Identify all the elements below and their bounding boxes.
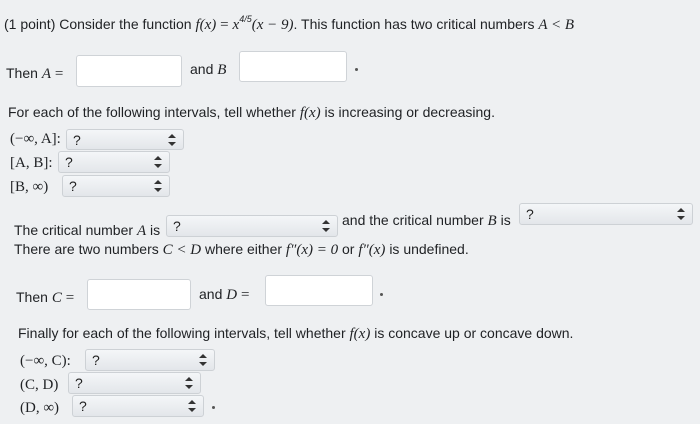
- critical-b-input[interactable]: [239, 51, 347, 82]
- points-label: (1 point): [4, 16, 56, 32]
- increasing-prompt: For each of the following intervals, tell whether f(x) is increasing or decreasing.: [8, 104, 495, 121]
- interval1-label: (−∞, A]:: [10, 131, 61, 147]
- chevron-updown-icon: [198, 353, 208, 367]
- inflection-description: There are two numbers C < D where either f″(x) = 0 or f″(x) is undefined.: [14, 241, 469, 258]
- chevron-updown-icon: [167, 133, 177, 147]
- concavity-interval3-select[interactable]: ?: [72, 395, 204, 417]
- problem-description: . This function has two critical numbers: [293, 16, 535, 32]
- critical-a-type-select[interactable]: ?: [166, 215, 338, 237]
- interval1-select[interactable]: ?: [66, 129, 184, 150]
- function-factor: (x − 9): [251, 17, 294, 33]
- interval3-select[interactable]: ?: [62, 175, 170, 197]
- chevron-updown-icon: [184, 376, 194, 390]
- problem-statement: [4, 14, 574, 34]
- then-c-label: Then C =: [16, 289, 75, 306]
- and-b-label: and B: [190, 61, 227, 78]
- function-exponent: 4/5: [239, 14, 252, 24]
- critical-a-classify-label: The critical number A is: [14, 222, 161, 239]
- period-dot: [212, 406, 215, 409]
- critical-b-type-select[interactable]: ?: [519, 203, 693, 225]
- then-a-label: Then A =: [6, 65, 64, 82]
- chevron-updown-icon: [676, 207, 686, 221]
- inflection-c-input[interactable]: [87, 279, 191, 310]
- concavity-interval2-select[interactable]: ?: [68, 372, 201, 394]
- chevron-updown-icon: [153, 179, 163, 193]
- critical-inequality: A < B: [538, 17, 575, 33]
- function-base: x: [232, 17, 240, 33]
- function-eq: =: [220, 17, 229, 33]
- period-dot: [380, 293, 383, 296]
- critical-a-input[interactable]: [76, 55, 182, 87]
- and-d-label: and D =: [199, 286, 250, 303]
- function-lhs: f(x): [195, 17, 217, 33]
- concavity-interval1-select[interactable]: ?: [85, 349, 215, 371]
- inflection-d-input[interactable]: [265, 275, 373, 306]
- concavity-interval1-label: (−∞, C):: [20, 353, 71, 369]
- concavity-interval3-label: (D, ∞): [20, 400, 60, 416]
- intro-text: Consider the function: [59, 16, 192, 32]
- chevron-updown-icon: [321, 219, 331, 233]
- interval3-label: [B, ∞): [10, 179, 49, 195]
- chevron-updown-icon: [153, 155, 163, 169]
- concavity-interval2-label: (C, D): [20, 377, 59, 393]
- period-dot: [355, 68, 358, 71]
- interval2-label: [A, B]:: [10, 155, 53, 171]
- chevron-updown-icon: [187, 399, 197, 413]
- interval2-select[interactable]: ?: [58, 151, 170, 173]
- critical-b-classify-label: and the critical number B is: [342, 212, 511, 229]
- concavity-prompt: Finally for each of the following intervals, tell whether f(x) is concave up or concave down.: [18, 325, 574, 342]
